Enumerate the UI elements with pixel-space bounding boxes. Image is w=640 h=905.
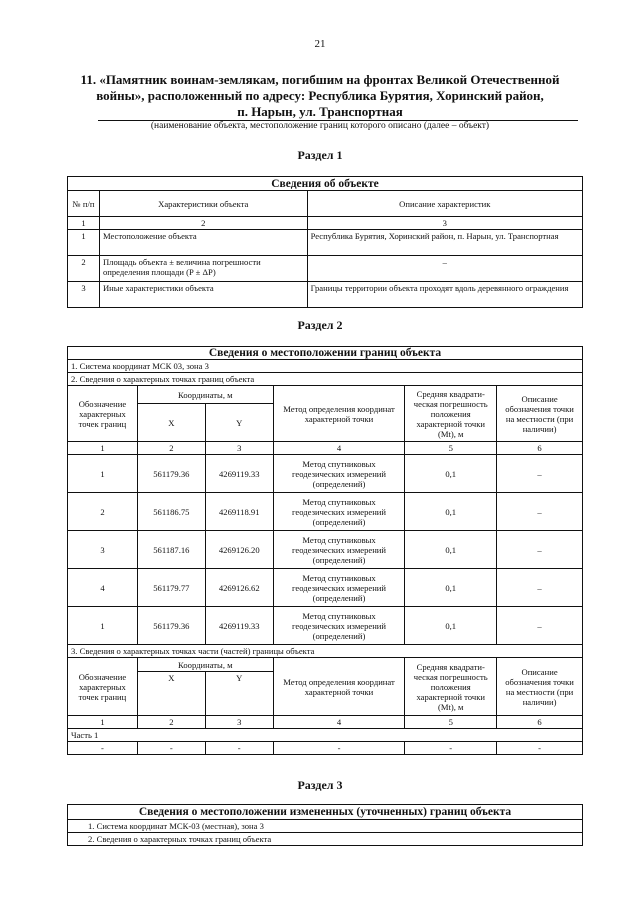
col-header-method: Метод определения координат характерной точки (273, 658, 405, 716)
point-method: Метод спутниковых геодезических измерений (определений) (273, 531, 405, 569)
points-section-title: 2. Сведения о характерных точках границ объекта (68, 373, 583, 386)
point-id: 2 (68, 493, 138, 531)
col-header-error: Средняя квадрати-ческая погрешность положения характерной точки (Mt), м (405, 658, 497, 716)
characteristic-cell: Иные характеристики объекта (99, 282, 307, 308)
column-number: 2 (99, 217, 307, 230)
description-cell: Границы территории объекта проходят вдоль деревянного ограждения (307, 282, 582, 308)
point-description: – (497, 493, 583, 531)
description-cell: Республика Бурятия, Хоринский район, п. Нарын, ул. Транспортная (307, 230, 582, 256)
point-y: 4269119.33 (205, 607, 273, 645)
boundary-location-table (67, 346, 583, 755)
table-row (68, 531, 583, 569)
object-info-table-title: Сведения об объекте (68, 177, 583, 191)
point-x: 561179.77 (137, 569, 205, 607)
title-line-3: п. Нарын, ул. Транспортная (237, 104, 403, 119)
section-2-heading: Раздел 2 (297, 318, 343, 332)
column-number: 1 (68, 716, 138, 729)
point-method: Метод спутниковых геодезических измерений (определений) (273, 607, 405, 645)
point-id: 1 (68, 607, 138, 645)
col-header-designation: Обозначение характерных точек границ (68, 386, 138, 442)
col-header-y: Y (205, 672, 273, 716)
point-error: 0,1 (405, 493, 497, 531)
point-error: 0,1 (405, 569, 497, 607)
empty-cell: - (405, 742, 497, 755)
point-id: 3 (68, 531, 138, 569)
section-1-heading: Раздел 1 (297, 148, 343, 162)
col-header-error: Средняя квадрати-ческая погрешность положения характерной точки (Mt), м (405, 386, 497, 442)
point-description: – (497, 607, 583, 645)
point-method: Метод спутниковых геодезических измерений (определений) (273, 569, 405, 607)
column-number: 5 (405, 716, 497, 729)
point-error: 0,1 (405, 531, 497, 569)
object-info-table (67, 176, 583, 308)
column-number: 2 (137, 442, 205, 455)
table-row (68, 607, 583, 645)
col-header-characteristics: Характеристики объекта (99, 191, 307, 217)
col-header-method: Метод определения координат характерной точки (273, 386, 405, 442)
coordinate-system-row: 1. Система координат МСК 03, зона 3 (68, 360, 583, 373)
page-number: 21 (314, 38, 326, 50)
point-y: 4269126.20 (205, 531, 273, 569)
empty-cell: - (273, 742, 405, 755)
point-method: Метод спутниковых геодезических измерений (определений) (273, 455, 405, 493)
empty-cell: - (68, 742, 138, 755)
point-error: 0,1 (405, 607, 497, 645)
row-number: 3 (68, 282, 100, 308)
characteristic-cell: Площадь объекта ± величина погрешности определения площади (P ± ΔP) (99, 256, 307, 282)
col-header-x: X (137, 404, 205, 442)
point-x: 561179.36 (137, 455, 205, 493)
point-y: 4269118.91 (205, 493, 273, 531)
part-label: Часть 1 (68, 729, 583, 742)
point-id: 4 (68, 569, 138, 607)
table-row (68, 742, 583, 755)
point-method: Метод спутниковых геодезических измерений (определений) (273, 493, 405, 531)
col-header-point-description: Описание обозначения точки на местности (при наличии) (497, 658, 583, 716)
characteristic-cell: Местоположение объекта (99, 230, 307, 256)
column-number: 3 (307, 217, 582, 230)
col-header-coordinates: Координаты, м (137, 658, 273, 672)
point-x: 561179.36 (137, 607, 205, 645)
point-x: 561186.75 (137, 493, 205, 531)
table-row (68, 569, 583, 607)
col-header-x: X (137, 672, 205, 716)
part-points-section-title: 3. Сведения о характерных точках части (частей) границы объекта (68, 645, 583, 658)
row-number: 1 (68, 230, 100, 256)
column-number: 4 (273, 716, 405, 729)
column-number: 6 (497, 716, 583, 729)
row-number: 2 (68, 256, 100, 282)
point-description: – (497, 569, 583, 607)
section-3-heading: Раздел 3 (297, 778, 343, 792)
points-section-title: 2. Сведения о характерных точках границ объекта (68, 833, 583, 846)
column-number: 1 (68, 442, 138, 455)
point-error: 0,1 (405, 455, 497, 493)
point-id: 1 (68, 455, 138, 493)
col-header-designation: Обозначение характерных точек границ (68, 658, 138, 716)
point-y: 4269119.33 (205, 455, 273, 493)
changed-boundaries-table-title: Сведения о местоположении измененных (уточненных) границ объекта (68, 805, 583, 820)
column-number: 1 (68, 217, 100, 230)
column-number: 3 (205, 442, 273, 455)
point-x: 561187.16 (137, 531, 205, 569)
boundary-table-title: Сведения о местоположении границ объекта (68, 347, 583, 360)
col-header-point-description: Описание обозначения точки на местности (при наличии) (497, 386, 583, 442)
column-number: 3 (205, 716, 273, 729)
col-header-coordinates: Координаты, м (137, 386, 273, 404)
coordinate-system-row: 1. Система координат МСК-03 (местная), зона 3 (68, 820, 583, 833)
empty-cell: - (205, 742, 273, 755)
title-caption: (наименование объекта, местоположение границ которого описано (далее – объект) (150, 121, 490, 131)
table-row (68, 455, 583, 493)
column-number: 6 (497, 442, 583, 455)
empty-cell: - (497, 742, 583, 755)
point-y: 4269126.62 (205, 569, 273, 607)
col-header-description: Описание характеристик (307, 191, 582, 217)
point-description: – (497, 455, 583, 493)
document-title (60, 72, 580, 120)
empty-cell: - (137, 742, 205, 755)
col-header-y: Y (205, 404, 273, 442)
title-line-1: 11. «Памятник воинам-землякам, погибшим на фронтах Великой Отечественной (80, 72, 560, 87)
column-number: 5 (405, 442, 497, 455)
description-cell: – (307, 256, 582, 282)
col-header-no: № п/п (68, 191, 100, 217)
column-number: 4 (273, 442, 405, 455)
title-line-2: войны», расположенный по адресу: Республика Бурятия, Хоринский район, (96, 88, 544, 103)
point-description: – (497, 531, 583, 569)
table-row (68, 493, 583, 531)
column-number: 2 (137, 716, 205, 729)
changed-boundaries-table (67, 804, 583, 846)
